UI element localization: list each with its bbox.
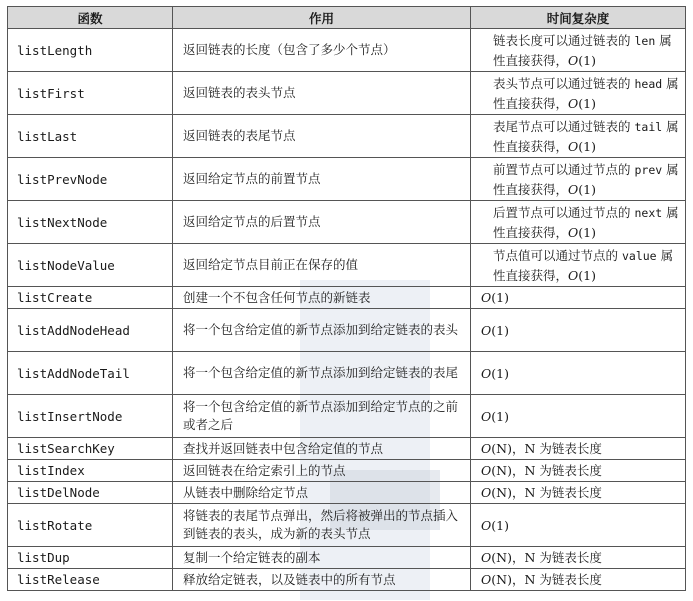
purpose-cell: 将一个包含给定值的新节点添加到给定链表的表尾	[173, 352, 471, 395]
complexity-big-text: O	[481, 322, 492, 338]
complexity-pre-text: 表尾节点可以通过链表的	[493, 118, 635, 134]
complexity-big-text: O	[568, 224, 579, 240]
function-name-cell: listCreate	[8, 287, 173, 309]
complexity-post-text: 属性直接获得，	[493, 118, 679, 154]
complexity-cell	[471, 287, 686, 309]
function-name-cell: listRotate	[8, 504, 173, 547]
header-complexity: 时间复杂度	[471, 7, 686, 29]
function-name-cell: listAddNodeTail	[8, 352, 173, 395]
purpose-cell: 复制一个给定链表的副本	[173, 547, 471, 569]
table-row	[8, 482, 686, 504]
complexity-post-text: 属性直接获得，	[493, 204, 679, 240]
complexity-post-text: 属性直接获得，	[493, 75, 679, 111]
complexity-big-text: O	[568, 52, 579, 68]
function-name-cell: listRelease	[8, 569, 173, 591]
function-name-cell: listInsertNode	[8, 395, 173, 438]
purpose-cell: 释放给定链表，以及链表中的所有节点	[173, 569, 471, 591]
complexity-code-text: tail	[634, 119, 663, 134]
complexity-big-text: O	[481, 365, 492, 381]
purpose-cell: 创建一个不包含任何节点的新链表	[173, 287, 471, 309]
table-row	[8, 244, 686, 287]
function-name-cell: listNextNode	[8, 201, 173, 244]
table-row	[8, 460, 686, 482]
complexity-arg-text: (1)	[578, 267, 596, 283]
purpose-cell: 将链表的表尾节点弹出，然后将被弹出的节点插入到链表的表头，成为新的表头节点	[173, 504, 471, 547]
purpose-cell: 返回给定节点的后置节点	[173, 201, 471, 244]
function-name-cell: listNodeValue	[8, 244, 173, 287]
complexity-pre-text: 链表长度可以通过链表的	[493, 32, 635, 48]
complexity-arg-text: (N)	[491, 550, 512, 565]
complexity-arg-text: (1)	[491, 365, 509, 381]
complexity-tail-text: ，N 为链表长度	[511, 463, 602, 478]
complexity-big-text: O	[481, 485, 492, 500]
complexity-code-text: head	[634, 76, 663, 91]
table-row	[8, 309, 686, 352]
complexity-code-text: next	[634, 205, 663, 220]
complexity-pre-text: 表头节点可以通过链表的	[493, 75, 635, 91]
complexity-post-text: 属性直接获得，	[493, 247, 674, 283]
purpose-cell: 返回链表在给定索引上的节点	[173, 460, 471, 482]
complexity-cell	[471, 504, 686, 547]
complexity-cell	[471, 158, 686, 201]
complexity-big-text: O	[568, 95, 579, 111]
complexity-cell	[471, 482, 686, 504]
function-name-cell: listAddNodeHead	[8, 309, 173, 352]
complexity-arg-text: (1)	[578, 138, 596, 154]
complexity-code-text: prev	[634, 162, 663, 177]
complexity-cell	[471, 115, 686, 158]
complexity-cell	[471, 460, 686, 482]
function-name-cell: listDelNode	[8, 482, 173, 504]
complexity-big-text: O	[568, 138, 579, 154]
table-row	[8, 504, 686, 547]
complexity-cell	[471, 569, 686, 591]
complexity-big-text: O	[481, 463, 492, 478]
complexity-arg-text: (1)	[491, 517, 509, 533]
purpose-cell: 返回给定节点目前正在保存的值	[173, 244, 471, 287]
complexity-arg-text: (1)	[491, 408, 509, 424]
complexity-arg-text: (N)	[491, 485, 512, 500]
purpose-cell: 从链表中删除给定节点	[173, 482, 471, 504]
complexity-post-text: 属性直接获得，	[493, 161, 679, 197]
complexity-code-text: value	[621, 248, 657, 263]
redis-list-api-table	[7, 6, 686, 591]
function-name-cell: listLength	[8, 29, 173, 72]
purpose-cell: 将一个包含给定值的新节点添加到给定节点的之前或者之后	[173, 395, 471, 438]
complexity-arg-text: (1)	[578, 52, 596, 68]
complexity-cell	[471, 72, 686, 115]
table-body	[8, 29, 686, 591]
complexity-big-text: O	[481, 550, 492, 565]
complexity-tail-text: ，N 为链表长度	[511, 485, 602, 500]
table-row	[8, 29, 686, 72]
function-name-cell: listSearchKey	[8, 438, 173, 460]
complexity-big-text: O	[481, 408, 492, 424]
purpose-cell: 查找并返回链表中包含给定值的节点	[173, 438, 471, 460]
complexity-arg-text: (1)	[578, 181, 596, 197]
complexity-arg-text: (1)	[491, 322, 509, 338]
complexity-post-text: 属性直接获得，	[493, 32, 672, 68]
complexity-tail-text: ，N 为链表长度	[511, 550, 602, 565]
table-row	[8, 115, 686, 158]
complexity-pre-text: 前置节点可以通过节点的	[493, 161, 635, 177]
complexity-big-text: O	[568, 267, 579, 283]
function-name-cell: listFirst	[8, 72, 173, 115]
complexity-arg-text: (1)	[491, 290, 509, 305]
complexity-big-text: O	[568, 181, 579, 197]
complexity-big-text: O	[481, 572, 492, 587]
table-row	[8, 569, 686, 591]
table-row	[8, 201, 686, 244]
purpose-cell: 返回链表的长度（包含了多少个节点）	[173, 29, 471, 72]
complexity-cell	[471, 201, 686, 244]
function-name-cell: listLast	[8, 115, 173, 158]
purpose-cell: 返回给定节点的前置节点	[173, 158, 471, 201]
complexity-big-text: O	[481, 441, 492, 456]
complexity-cell	[471, 352, 686, 395]
table-header-row	[8, 7, 686, 29]
table-row	[8, 158, 686, 201]
function-name-cell: listPrevNode	[8, 158, 173, 201]
table-row	[8, 352, 686, 395]
complexity-tail-text: ，N 为链表长度	[511, 441, 602, 456]
complexity-tail-text: ，N 为链表长度	[511, 572, 602, 587]
complexity-cell	[471, 29, 686, 72]
function-name-cell: listDup	[8, 547, 173, 569]
table-row	[8, 72, 686, 115]
table-row	[8, 547, 686, 569]
complexity-big-text: O	[481, 290, 492, 305]
purpose-cell: 将一个包含给定值的新节点添加到给定链表的表头	[173, 309, 471, 352]
table-row	[8, 395, 686, 438]
complexity-cell	[471, 547, 686, 569]
purpose-cell: 返回链表的表尾节点	[173, 115, 471, 158]
complexity-arg-text: (1)	[578, 224, 596, 240]
purpose-cell: 返回链表的表头节点	[173, 72, 471, 115]
complexity-cell	[471, 244, 686, 287]
complexity-pre-text: 节点值可以通过节点的	[493, 247, 622, 263]
complexity-code-text: len	[634, 33, 656, 48]
complexity-cell	[471, 438, 686, 460]
function-name-cell: listIndex	[8, 460, 173, 482]
complexity-big-text: O	[481, 517, 492, 533]
complexity-arg-text: (1)	[578, 95, 596, 111]
header-purpose: 作用	[173, 7, 471, 29]
complexity-arg-text: (N)	[491, 463, 512, 478]
complexity-cell	[471, 309, 686, 352]
table-row	[8, 287, 686, 309]
header-function: 函数	[8, 7, 173, 29]
complexity-arg-text: (N)	[491, 441, 512, 456]
complexity-arg-text: (N)	[491, 572, 512, 587]
table-row	[8, 438, 686, 460]
complexity-pre-text: 后置节点可以通过节点的	[493, 204, 635, 220]
complexity-cell	[471, 395, 686, 438]
